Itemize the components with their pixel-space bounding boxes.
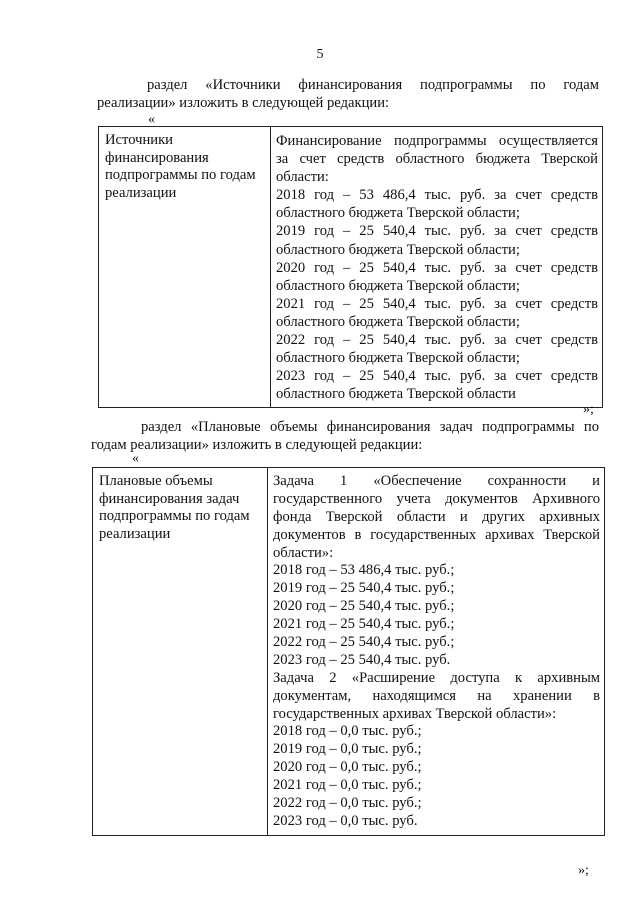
table1-right-line: 2019 год – 25 540,4 тыс. руб. за счет средств bbox=[276, 223, 598, 240]
table2-right-line: 2019 год – 0,0 тыс. руб.; bbox=[273, 741, 422, 758]
table1-left-cell bbox=[99, 127, 271, 408]
table1-right-line: за счет средств областного бюджета Тверской bbox=[276, 151, 598, 168]
table2-right-line: документам, находящимся на хранении в bbox=[273, 687, 600, 704]
table2-left-line: финансирования задач bbox=[99, 490, 240, 507]
table2-right-line: 2018 год – 0,0 тыс. руб.; bbox=[273, 723, 422, 740]
table1-right-line: областного бюджета Тверской области; bbox=[276, 350, 520, 367]
section2-intro-line2: годам реализации» изложить в следующей редакции: bbox=[91, 436, 423, 453]
table2-right-line: 2019 год – 25 540,4 тыс. руб.; bbox=[273, 580, 455, 597]
table2-right-line: государственных архивах Тверской области»: bbox=[273, 705, 557, 722]
table-row bbox=[99, 127, 603, 408]
table2-right-line: 2020 год – 25 540,4 тыс. руб.; bbox=[273, 598, 455, 615]
table2-right-line: документов в государственных архивах Тверской bbox=[273, 526, 600, 543]
table2-right-line: 2022 год – 25 540,4 тыс. руб.; bbox=[273, 634, 455, 651]
table2-right-line: Задача 1 «Обеспечение сохранности и bbox=[273, 473, 600, 489]
table2-right-line: фонда Тверской области и других архивных bbox=[273, 508, 600, 525]
table2-right-line: 2021 год – 25 540,4 тыс. руб.; bbox=[273, 616, 455, 633]
table1-right-line: 2021 год – 25 540,4 тыс. руб. за счет средств bbox=[276, 295, 598, 312]
table1-right-line: областного бюджета Тверской области; bbox=[276, 241, 520, 258]
table1-right-line: области: bbox=[276, 169, 329, 186]
table2-right-line: 2018 год – 53 486,4 тыс. руб.; bbox=[273, 562, 455, 579]
table1-left-line: финансирования bbox=[105, 149, 209, 166]
table-row bbox=[93, 468, 605, 836]
table2-right-line: 2020 год – 0,0 тыс. руб.; bbox=[273, 759, 422, 776]
section2-intro-line1: раздел «Плановые объемы финансирования задач подпрограммы по bbox=[141, 419, 599, 435]
table1-right-line: областного бюджета Тверской области; bbox=[276, 205, 520, 222]
table2-right-line: государственного учета документов Архивного bbox=[273, 490, 600, 507]
funding-sources-table bbox=[98, 126, 603, 408]
table2-right-line: 2023 год – 25 540,4 тыс. руб. bbox=[273, 651, 451, 668]
table2-right-line: области»: bbox=[273, 544, 334, 561]
table2-left-line: реализации bbox=[99, 525, 171, 542]
planned-funding-table bbox=[92, 467, 605, 836]
table2-right-line: 2023 год – 0,0 тыс. руб. bbox=[273, 812, 418, 829]
section1-intro bbox=[97, 77, 599, 112]
table1-left-line: реализации bbox=[105, 184, 177, 201]
table1-left-line: Источники bbox=[105, 132, 173, 148]
table2-right-line: 2022 год – 0,0 тыс. руб.; bbox=[273, 795, 422, 812]
table2-left-cell bbox=[93, 468, 268, 836]
table1-right-line: областного бюджета Тверской области; bbox=[276, 277, 520, 294]
table1-right-line: 2023 год – 25 540,4 тыс. руб. за счет средств bbox=[276, 368, 598, 385]
table1-right-line: областного бюджета Тверской области bbox=[276, 386, 516, 403]
section1-intro-line1: раздел «Источники финансирования подпрограммы по годам bbox=[147, 77, 599, 93]
section1-intro-line2: реализации» изложить в следующей редакции: bbox=[97, 94, 390, 111]
section1-close-quote: »; bbox=[583, 402, 594, 417]
table2-right-line: 2021 год – 0,0 тыс. руб.; bbox=[273, 777, 422, 794]
table1-left-line: подпрограммы по годам bbox=[105, 167, 256, 184]
table2-left-line: Плановые объемы bbox=[99, 473, 213, 489]
table2-right-cell bbox=[268, 468, 605, 836]
table1-right-cell bbox=[271, 127, 603, 408]
section2-intro bbox=[91, 419, 599, 454]
section1-open-quote: « bbox=[148, 112, 155, 127]
table1-right-line: 2020 год – 25 540,4 тыс. руб. за счет средств bbox=[276, 259, 598, 276]
table2-right-line: Задача 2 «Расширение доступа к архивным bbox=[273, 669, 600, 686]
table1-right-line: 2022 год – 25 540,4 тыс. руб. за счет средств bbox=[276, 332, 598, 349]
section2-open-quote: « bbox=[132, 451, 139, 466]
table1-right-line: Финансирование подпрограммы осуществляется bbox=[276, 133, 598, 149]
table1-right-line: областного бюджета Тверской области; bbox=[276, 313, 520, 330]
section2-close-quote: »; bbox=[578, 863, 589, 878]
table2-left-line: подпрограммы по годам bbox=[99, 508, 250, 525]
table1-right-line: 2018 год – 53 486,4 тыс. руб. за счет средств bbox=[276, 187, 598, 204]
page-number: 5 bbox=[316, 47, 324, 62]
